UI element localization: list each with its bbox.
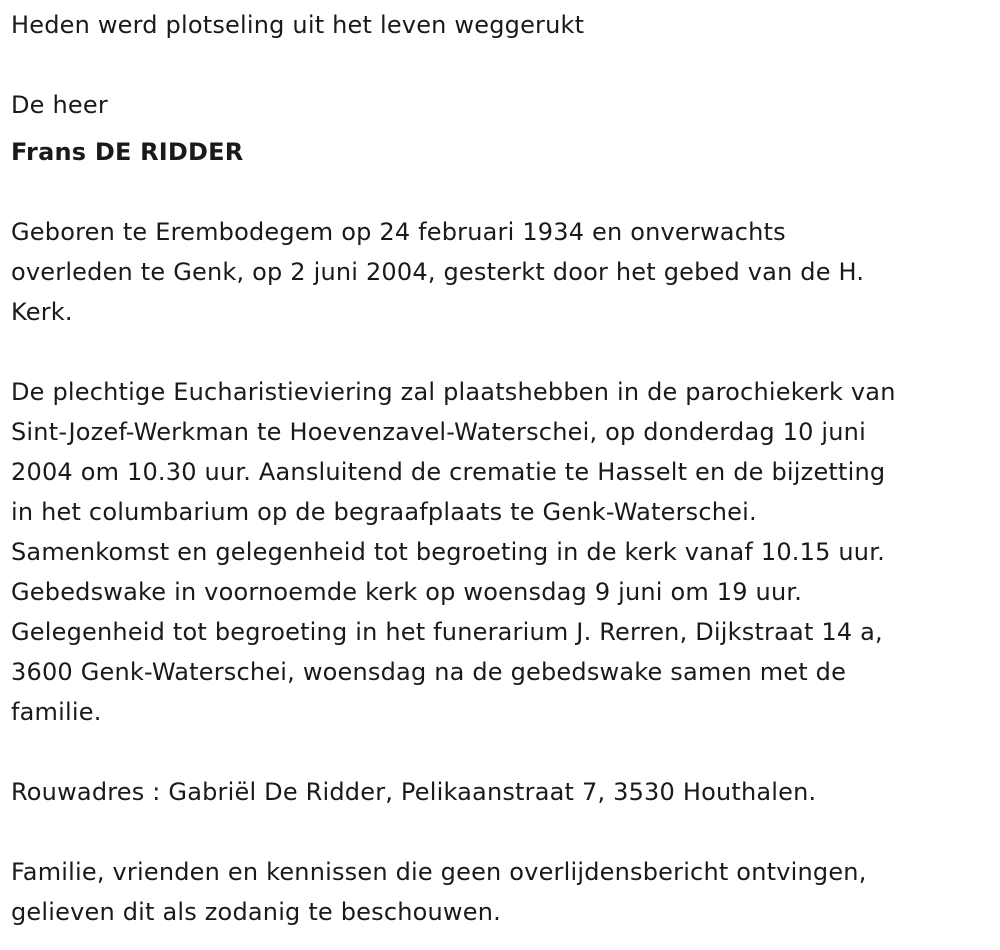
spacer (11, 812, 991, 852)
paragraph-line: gelieven dit als zodanig te beschouwen. (11, 898, 501, 926)
paragraph-line: 2004 om 10.30 uur. Aansluitend de crematie te Hasselt en de bijzetting (11, 458, 886, 486)
spacer (11, 332, 991, 372)
paragraph-line: Gebedswake in voornoemde kerk op woensdag 9 juni om 19 uur. (11, 578, 803, 606)
closing-paragraph (11, 852, 991, 932)
paragraph-line: Sint-Jozef-Werkman te Hoevenzavel-Waterschei, op donderdag 10 juni (11, 418, 866, 446)
ceremony-paragraph (11, 372, 991, 732)
paragraph-line: Geboren te Erembodegem op 24 februari 1934 en onverwachts (11, 218, 786, 246)
paragraph-line: Samenkomst en gelegenheid tot begroeting in de kerk vanaf 10.15 uur. (11, 538, 885, 566)
intro-text: Heden werd plotseling uit het leven weggerukt (11, 11, 585, 39)
spacer (11, 45, 991, 85)
deceased-name: Frans DE RIDDER (11, 138, 244, 166)
paragraph-line: in het columbarium op de begraafplaats te Genk-Waterschei. (11, 498, 757, 526)
paragraph-line: De plechtige Eucharistieviering zal plaatshebben in de parochiekerk van (11, 378, 896, 406)
birth-death-paragraph (11, 212, 991, 332)
paragraph-line: Kerk. (11, 298, 73, 326)
paragraph-line: familie. (11, 698, 102, 726)
paragraph-line: Gelegenheid tot begroeting in het funerarium J. Rerren, Dijkstraat 14 a, (11, 618, 883, 646)
spacer (11, 732, 991, 772)
death-notice (11, 0, 991, 932)
salutation: De heer (11, 91, 108, 119)
spacer (11, 172, 991, 212)
mourning-address: Rouwadres : Gabriël De Ridder, Pelikaanstraat 7, 3530 Houthalen. (11, 778, 817, 806)
paragraph-line: overleden te Genk, op 2 juni 2004, gesterkt door het gebed van de H. (11, 258, 865, 286)
paragraph-line: 3600 Genk-Waterschei, woensdag na de gebedswake samen met de (11, 658, 847, 686)
paragraph-line: Familie, vrienden en kennissen die geen overlijdensbericht ontvingen, (11, 858, 867, 886)
